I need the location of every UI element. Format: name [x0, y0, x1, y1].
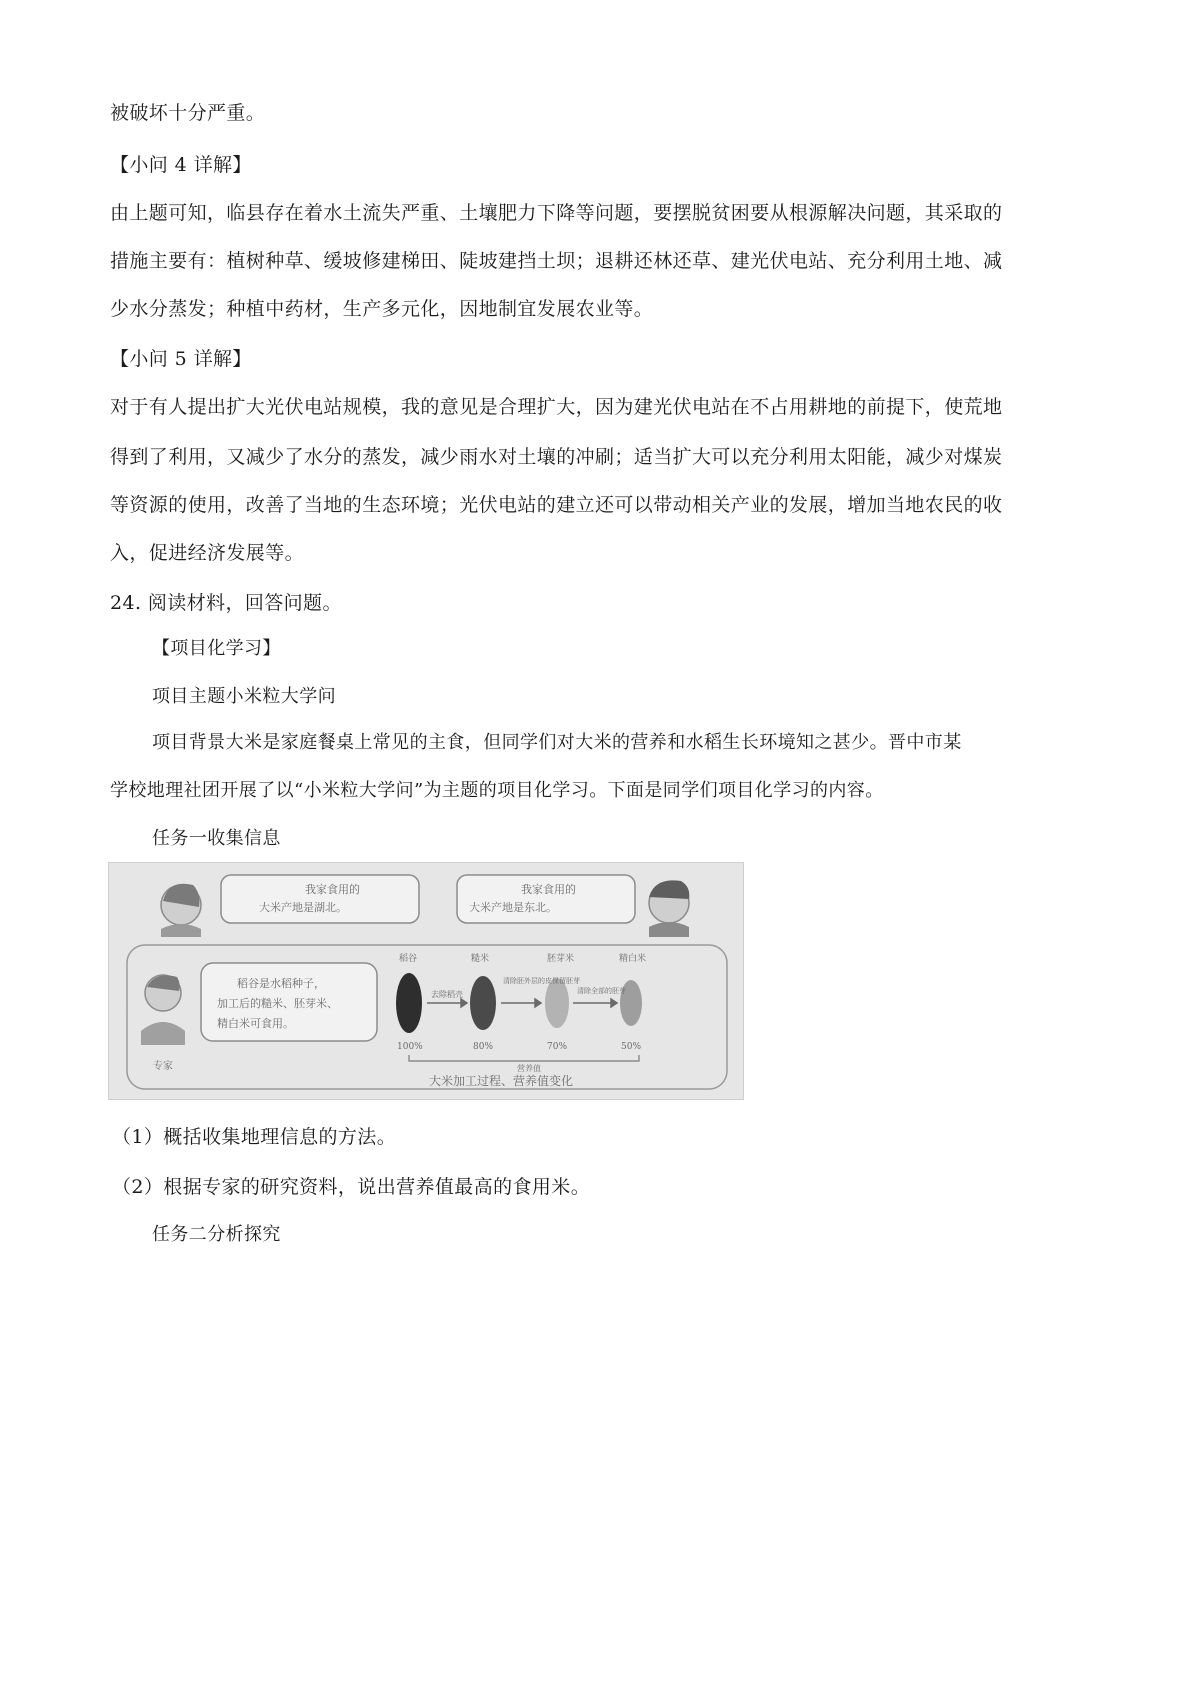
arrow-label-3: 清除全部的胚芽 — [577, 987, 626, 995]
arrow-label-2: 清除胚外层的皮保留胚芽 — [503, 977, 580, 985]
project-theme: 项目主题小米粒大学问 — [152, 686, 336, 707]
question-heading: 24. 阅读材料，回答问题。 — [110, 592, 342, 614]
bubble-right-line1: 我家食用的 — [521, 883, 576, 896]
bubble-right-line2: 大米产地是东北。 — [469, 901, 557, 914]
process-arrows — [427, 999, 617, 1007]
paragraph-line: 被破坏十分严重。 — [110, 102, 266, 124]
nutrition-label: 营养值 — [517, 1064, 541, 1073]
student-left-icon — [161, 884, 201, 937]
percent-paddy: 100% — [397, 1042, 423, 1052]
paragraph-line: 由上题可知，临县存在着水土流失严重、土壤肥力下降等问题，要摆脱贫困要从根源解决问题，其采取的 — [110, 202, 1003, 224]
stage-label-brown-rice: 糙米 — [471, 954, 490, 964]
stage-label-white-rice: 精白米 — [619, 954, 647, 964]
brown-rice-grain — [470, 976, 496, 1030]
expert-icon — [141, 975, 185, 1045]
paragraph-line: 措施主要有：植树种草、缓坡修建梯田、陡坡建挡土坝；退耕还林还草、建光伏电站、充分利用土地、减 — [110, 250, 1003, 272]
paddy-grain — [396, 973, 422, 1033]
expert-bubble-line3: 精白米可食用。 — [217, 1017, 294, 1030]
paragraph-line: 等资源的使用，改善了当地的生态环境；光伏电站的建立还可以带动相关产业的发展，增加当地农民的收 — [110, 494, 1003, 516]
germ-rice-grain — [545, 978, 569, 1028]
paragraph-line: 少水分蒸发；种植中药材，生产多元化，因地制宜发展农业等。 — [110, 298, 654, 320]
percent-germ-rice: 70% — [547, 1042, 568, 1052]
paragraph-line: 得到了利用，又减少了水分的蒸发，减少雨水对土壤的冲刷；适当扩大可以充分利用太阳能，减少对煤炭 — [110, 446, 1003, 468]
stage-label-germ-rice: 胚芽米 — [547, 954, 575, 964]
paragraph-line: 对于有人提出扩大光伏电站规模，我的意见是合理扩大，因为建光伏电站在不占用耕地的前提下，使荒地 — [110, 396, 1003, 418]
bubble-left-line2: 大米产地是湖北。 — [259, 901, 347, 914]
percent-brown-rice: 80% — [473, 1042, 494, 1052]
sub-question-1: （1）概括收集地理信息的方法。 — [112, 1126, 397, 1148]
task-one-heading: 任务一收集信息 — [152, 828, 281, 849]
project-background-line: 项目背景大米是家庭餐桌上常见的主食，但同学们对大米的营养和水稻生长环境知之甚少。晋中市某 — [152, 732, 962, 753]
project-background-line: 学校地理社团开展了以“小米粒大学问”为主题的项目化学习。下面是同学们项目化学习的内容。 — [110, 780, 884, 801]
nutrition-bracket — [409, 1055, 639, 1061]
expert-bubble-line1: 稻谷是水稻种子， — [237, 977, 325, 990]
figure-illustration — [109, 863, 743, 1099]
sub-question-2: （2）根据专家的研究资料，说出营养值最高的食用米。 — [112, 1176, 591, 1198]
expert-label: 专家 — [153, 1061, 173, 1072]
figure-caption: 大米加工过程、营养值变化 — [429, 1074, 574, 1088]
expert-bubble-line2: 加工后的糙米、胚芽米、 — [217, 997, 338, 1010]
project-title: 【项目化学习】 — [152, 638, 281, 659]
section-heading-q5: 【小问 5 详解】 — [110, 348, 252, 370]
task-two-heading: 任务二分析探究 — [152, 1224, 281, 1245]
stage-label-paddy: 稻谷 — [399, 954, 418, 964]
paragraph-line: 入，促进经济发展等。 — [110, 542, 305, 564]
student-right-icon — [649, 880, 689, 937]
arrow-label-1: 去除稻壳 — [431, 990, 463, 999]
bubble-left-line1: 我家食用的 — [305, 883, 360, 896]
rice-processing-figure — [108, 862, 744, 1100]
section-heading-q4: 【小问 4 详解】 — [110, 154, 252, 176]
percent-white-rice: 50% — [621, 1042, 642, 1052]
